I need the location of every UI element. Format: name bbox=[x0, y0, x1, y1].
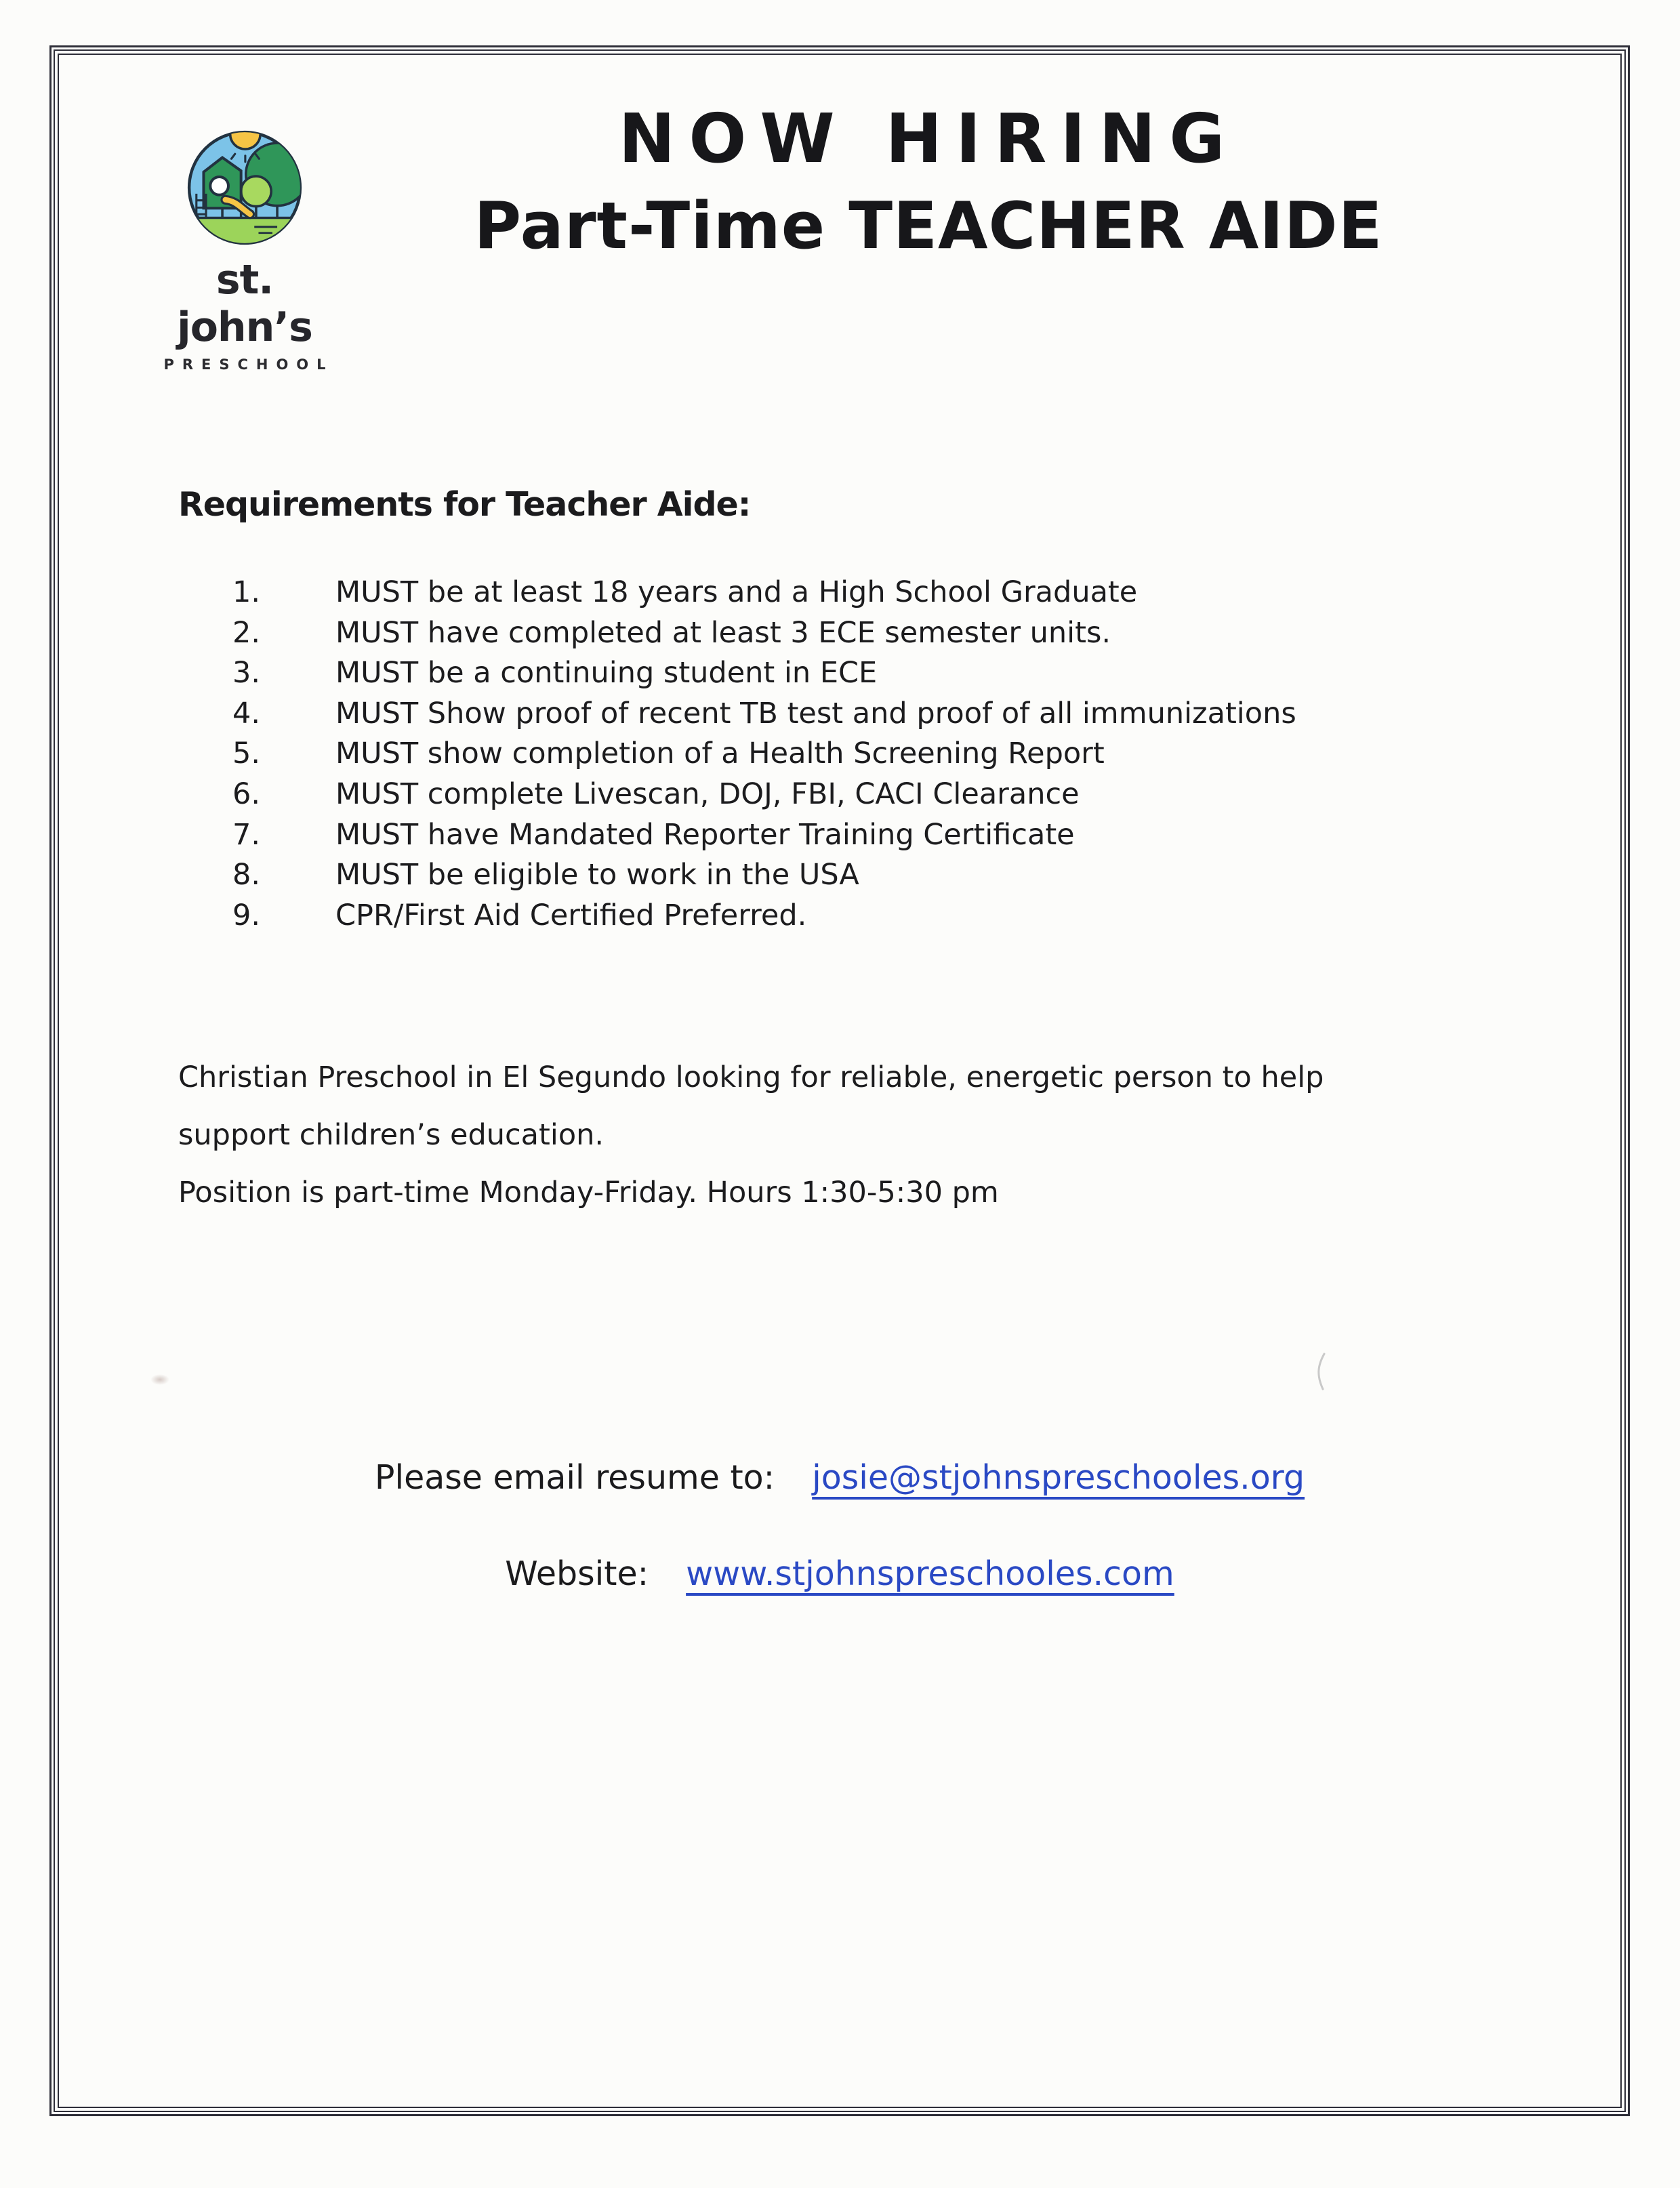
flyer-headline bbox=[468, 99, 1389, 264]
requirements-heading: Requirements for Teacher Aide: bbox=[178, 485, 751, 524]
logo-org-name: st. john’s bbox=[177, 256, 312, 351]
requirement-number: 7. bbox=[232, 817, 261, 852]
requirement-number: 9. bbox=[232, 898, 261, 932]
requirement-item bbox=[232, 697, 1296, 737]
requirement-number: 1. bbox=[232, 575, 261, 609]
email-label: Please email resume to: bbox=[374, 1458, 775, 1497]
website-link[interactable]: www.stjohnspreschooles.com bbox=[686, 1554, 1174, 1593]
playground-scene-icon bbox=[184, 127, 305, 248]
requirement-number: 2. bbox=[232, 615, 261, 650]
email-link[interactable]: josie@stjohnspreschooles.org bbox=[812, 1458, 1305, 1497]
description-line: Position is part-time Monday-Friday. Hours 1:30-5:30 pm bbox=[178, 1176, 999, 1210]
requirement-item bbox=[232, 737, 1296, 777]
requirement-number: 8. bbox=[232, 858, 261, 892]
email-contact-line bbox=[49, 1458, 1630, 1497]
requirement-text: MUST be at least 18 years and a High School Graduate bbox=[335, 575, 1138, 609]
requirement-text: MUST be eligible to work in the USA bbox=[335, 858, 859, 892]
position-description bbox=[178, 1049, 1507, 1222]
headline-now-hiring: NOW HIRING bbox=[618, 99, 1239, 178]
requirement-item bbox=[232, 858, 1296, 899]
requirement-item bbox=[232, 616, 1296, 657]
website-contact-line bbox=[49, 1554, 1630, 1593]
requirement-text: MUST be a continuing student in ECE bbox=[335, 656, 878, 690]
requirement-item bbox=[232, 575, 1296, 616]
headline-position: Part-Time TEACHER AIDE bbox=[474, 189, 1383, 264]
logo-org-subtitle: PRESCHOOL bbox=[163, 356, 334, 373]
requirement-item bbox=[232, 777, 1296, 818]
requirement-text: MUST Show proof of recent TB test and proof of all immunizations bbox=[335, 696, 1296, 730]
description-line: support children’s education. bbox=[178, 1118, 605, 1152]
requirement-number: 3. bbox=[232, 656, 261, 690]
requirement-text: MUST show completion of a Health Screening Report bbox=[335, 737, 1105, 771]
requirement-item bbox=[232, 656, 1296, 697]
requirement-text: MUST have completed at least 3 ECE semester units. bbox=[335, 615, 1111, 650]
requirement-text: CPR/First Aid Certified Preferred. bbox=[335, 898, 807, 932]
requirement-number: 6. bbox=[232, 777, 261, 811]
requirement-item bbox=[232, 818, 1296, 859]
requirement-number: 5. bbox=[232, 737, 261, 771]
requirement-text: MUST have Mandated Reporter Training Certificate bbox=[335, 817, 1075, 852]
requirements-list bbox=[232, 575, 1296, 938]
requirement-item bbox=[232, 899, 1296, 939]
scan-smudge-artifact bbox=[150, 1374, 169, 1385]
scan-pen-mark-artifact bbox=[1312, 1353, 1328, 1390]
requirement-number: 4. bbox=[232, 696, 261, 730]
website-label: Website: bbox=[505, 1554, 649, 1593]
description-line: Christian Preschool in El Segundo looking for reliable, energetic person to help bbox=[178, 1060, 1324, 1094]
requirement-text: MUST complete Livescan, DOJ, FBI, CACI Clearance bbox=[335, 777, 1080, 811]
school-logo bbox=[143, 127, 346, 373]
